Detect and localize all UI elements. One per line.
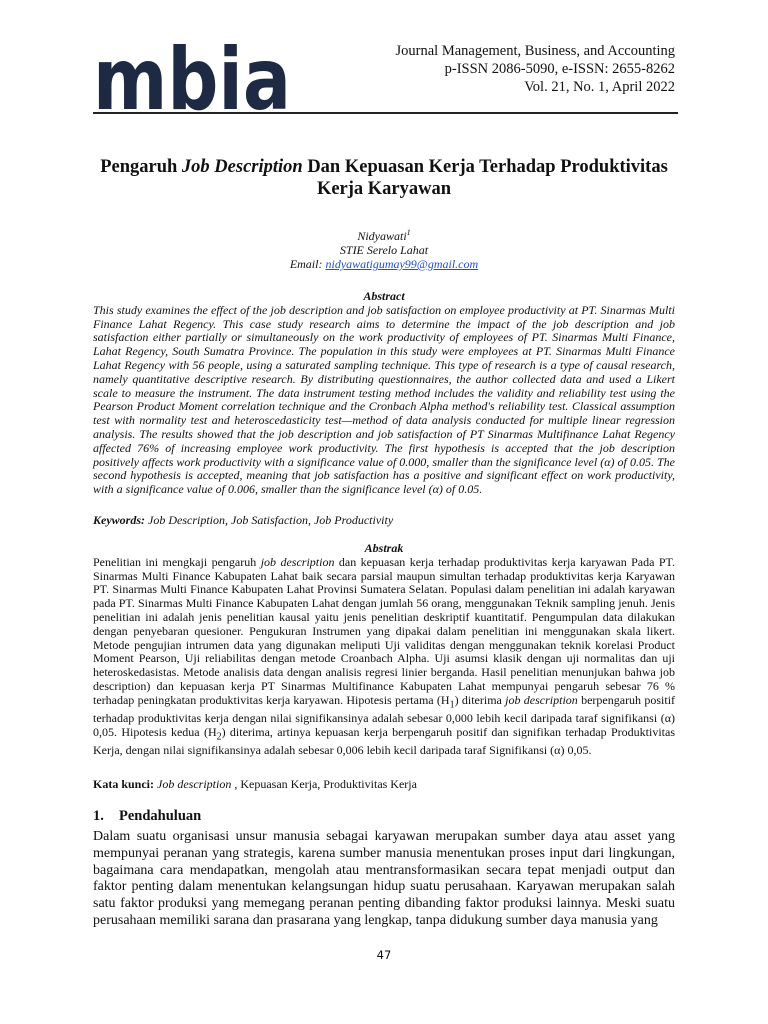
logo-text: mbia	[93, 30, 291, 130]
journal-name: Journal Management, Business, and Accounting	[395, 43, 675, 59]
abstrak-text: Penelitian ini mengkaji pengaruh job description dan kepuasan kerja terhadap produktivitas kerja karyawan Pada PT. Sinarmas Multi Finance Kabupaten Lahat baik secara parsial maupun simultan terhadap produktivitas kerja Karyawan PT. Sinarmas Multi Finance Kabupaten Lahat Provinsi Sumatera Selatan. Populasi dalam penelitian ini adalah karyawan pada PT. Sinarmas Multi Finance Kabupaten Lahat dengan jumlah 56 orang, menggunakan Teknik sampling jenuh. Jenis penelitian ini adalah jenis penelitian kausal yaitu jenis penelitian deskriptif kuantitatif. Pengumpulan data dilakukan dengan penyebaran quesioner. Pengukuran Instrumen yang dipakai dalam penelitian ini menggunakan skala likert. Metode pengujian intrumen data yang digunakan meliputi Uji validitas dengan menggunakan teknik korelasi Product Moment Pearson, Uji reliabilitas dengan metode Croanbach Alpha. Uji asumsi klasik dengan uji normalitas dan uji heteroskedasistas. Metode analisis data dengan analisis regresi linier berganda. Hasil penelitian menunjukan bahwa job description) dan kepuasan kerja PT Sinarmas Multifinance Kabupaten Lahat mempunyai pengaruh sebesar 76 % terhadap peningkatan produktivitas kerja karyawan. Hipotesis pertama $(H_1)$ diterima job description berpengaruh positif terhadap produktivitas kerja dengan nilai signifikansinya adalah sebesar 0,000 lebih kecil daripada taraf signifikansi (α) 0,05. Hipotesis kedua $(H_2)$ diterima, artinya kepuasan kerja berpengaruh positif dan signifikan terhadap Produktivitas Kerja, dengan nilai signifikansinya adalah sebesar 0,006 lebih kecil daripada taraf Signifikansi (α) 0,05.	[93, 554, 676, 757]
section-title: Pendahuluan	[119, 808, 202, 824]
keywords-label: Keywords:	[93, 513, 145, 527]
journal-logo	[93, 30, 291, 130]
page-number: 47	[376, 948, 392, 962]
title-prefix: Pengaruh	[100, 157, 182, 177]
email-link[interactable]: nidyawatigumay99@gmail.com	[325, 257, 479, 271]
section-body: Dalam suatu organisasi unsur manusia sebagai karyawan merupakan sumber daya atau asset yang mempunyai peranan yang strategis, karena sumber manusia menentukan proses input dari lingkungan, bagaimana cara mendapatkan, mengolah atau mentransformasikan secara tepat menjadi output dan faktor penting dalam menentukan kelangsungan hidup suatu perusahaan. Karyawan merupakan salah satu faktor produksi yang memegang peranan penting dibanding faktor produksi lainnya. Meski suatu perusahaan memiliki sarana dan prasarana yang lengkap, tanpa didukung sumber daya manusia yang	[93, 829, 675, 928]
title-line2: Kerja Karyawan	[316, 179, 452, 199]
keywords-line	[93, 514, 675, 528]
email-label: Email:	[289, 257, 326, 271]
author-block	[93, 226, 675, 271]
abstract-section	[93, 290, 675, 497]
keywords-text: Job Description, Job Satisfaction, Job Productivity	[145, 513, 394, 527]
section-number: 1.	[93, 808, 104, 824]
section-heading	[93, 808, 201, 825]
author-name: Nidyawati	[357, 229, 407, 243]
kata-kunci-label: Kata kunci:	[93, 777, 155, 791]
author-institution: STIE Serelo Lahat	[339, 243, 429, 257]
abstract-text: This study examines the effect of the job description and job satisfaction on employee productivity at PT. Sinarmas Multi Finance Lahat Regency. This case study research aims to determine the impact of the job description and job satisfaction either partially or simultaneously on the work productivity of employees of PT. Sinarmas Multi Finance, Lahat Regency, South Sumatra Province. The population in this study were employees at PT. Sinarmas Multi Finance Lahat Regency with 56 people, using a saturated sampling technique. This type of research is a type of causal research, namely quantitative descriptive research. By distributing questionnaires, the author collected data and used a Likert scale to measure the instrument. The data instrument testing method includes the validity and reliability test using the Pearson Product Moment correlation technique and the Cronbach Alpha method's reliability test. Classical assumption test with normality test and heteroscedasticity test—method of data analysis conducted for multiple linear regression analysis. The results showed that the job description and job satisfaction of PT Sinarmas Multifinance Lahat Regency affected 76% of increasing employee work productivity. The first hypothesis is accepted that the job description positively affects work productivity with a significance value of 0.000, smaller than the significance level (α) of 0.05. The second hypothesis is accepted, meaning that job satisfaction has a positive and significant effect on work productivity, with a significance value of 0.006, smaller than the significance level (α) of 0.05.	[93, 302, 675, 497]
kata-kunci-rest: , Kepuasan Kerja, Produktivitas Kerja	[231, 777, 417, 791]
journal-info	[396, 42, 675, 96]
abstract-heading: Abstract	[363, 289, 405, 303]
abstrak-section	[93, 542, 675, 758]
title-rest: Dan Kepuasan Kerja Terhadap Produktivitas	[302, 157, 668, 177]
paper-title	[93, 156, 675, 200]
abstrak-heading: Abstrak	[364, 541, 404, 555]
title-italic: Job Description	[181, 157, 303, 177]
affiliation-mark: 1	[406, 228, 411, 237]
kata-kunci-italic: Job description	[154, 777, 232, 791]
kata-kunci-line	[93, 778, 675, 792]
journal-issn: p-ISSN 2086-5090, e-ISSN: 2655-8262	[444, 61, 675, 77]
journal-volume: Vol. 21, No. 1, April 2022	[524, 79, 675, 95]
header-rule	[93, 112, 678, 114]
